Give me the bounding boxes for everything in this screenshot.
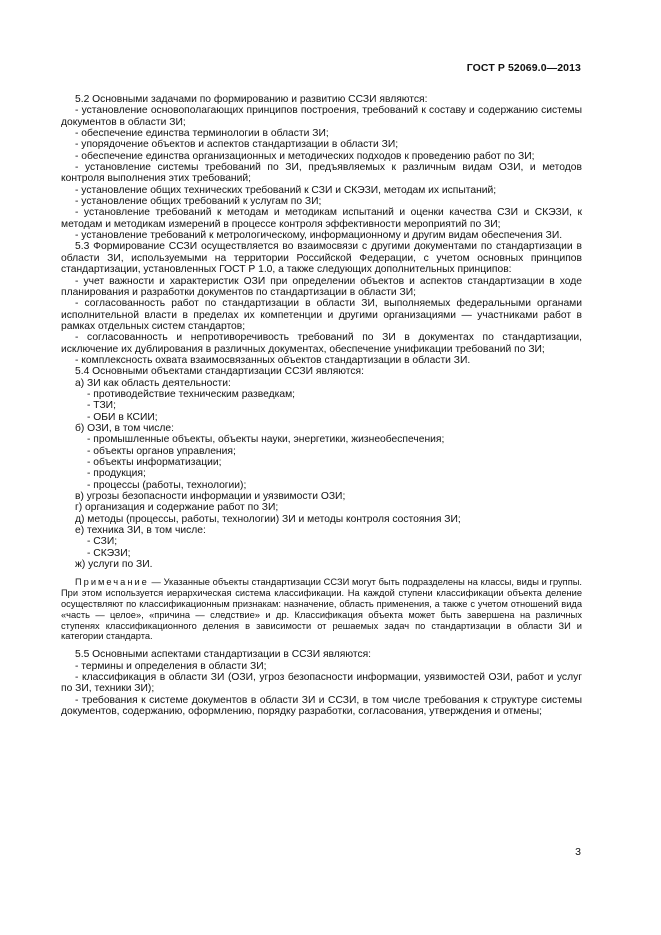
objects-sublist-item: - СЗИ; [87, 536, 118, 548]
section-5-2-heading: 5.2 Основными задачами по формированию и развитию ССЗИ являются: [75, 94, 428, 105]
objects-sublist-item: - объекты органов управления; [87, 445, 236, 457]
list-item: - установление требований к метрологическому, информационному и другим видам обеспечения ЗИ. [75, 230, 563, 242]
section-5-3-paragraph: 5.3 Формирование ССЗИ осуществляется во взаимосвязи с другими документами по стандартизации в области ЗИ, используемыми на территории Российской Федерации, с учетом основных принципов стандартизации, установленных ГОСТ Р 1.0, а также следующих дополнительных принципов: [61, 241, 582, 276]
objects-sublist-item: - СКЭЗИ; [87, 547, 131, 559]
list-item: - согласованность и непротиворечивость требований по ЗИ в документах по стандартизации, исключение их дублирования в различных документах, обеспечение унификации требований по ЗИ; [61, 332, 582, 355]
list-item: - обеспечение единства терминологии в области ЗИ; [75, 128, 329, 140]
objects-sublist-item: - ОБИ в КСИИ; [87, 411, 158, 423]
list-item: - установление системы требований по ЗИ, предъявляемых к различным видам ОЗИ, и методов контроля выполнения этих требований; [61, 162, 582, 185]
document-body [61, 94, 582, 717]
list-item: - учет важности и характеристик ОЗИ при определении объектов и аспектов стандартизации в ходе планирования и разработки документов по стандартизации в области ЗИ; [61, 275, 582, 298]
list-item: - установление требований к методам и методикам испытаний и оценки качества СЗИ и СКЭЗИ, к методам и методикам измерений в процессе контроля эффективности мероприятий по ЗИ; [61, 207, 582, 230]
document-id-header: ГОСТ Р 52069.0—2013 [466, 62, 581, 74]
objects-sublist-item: - процессы (работы, технологии); [87, 479, 247, 491]
objects-list-item: б) ОЗИ, в том числе: [75, 422, 174, 434]
section-5-5-heading: 5.5 Основными аспектами стандартизации в ССЗИ являются: [75, 649, 372, 661]
list-item: - обеспечение единства организационных и методических подходов к проведению работ по ЗИ; [75, 150, 535, 162]
objects-sublist-item: - ТЗИ; [87, 400, 116, 412]
objects-list-item: е) техника ЗИ, в том числе: [75, 525, 206, 537]
list-item: - упорядочение объектов и аспектов стандартизации в области ЗИ; [75, 139, 399, 151]
list-item: - установление общих требований к услугам по ЗИ; [75, 196, 322, 208]
objects-sublist-item: - противодействие техническим разведкам; [87, 388, 296, 400]
list-item: - комплексность охвата взаимосвязанных объектов стандартизации в области ЗИ. [75, 354, 471, 366]
objects-list-item: в) угрозы безопасности информации и уязвимости ОЗИ; [75, 491, 346, 503]
objects-sublist-item: - объекты информатизации; [87, 457, 222, 468]
list-item: - установление общих технических требований к СЗИ и СКЭЗИ, методам их испытаний; [75, 184, 497, 196]
list-item: - термины и определения в области ЗИ; [75, 660, 267, 672]
objects-sublist-item: - промышленные объекты, объекты науки, энергетики, жизнеобеспечения; [87, 434, 445, 446]
list-item: - требования к системе документов в области ЗИ и ССЗИ, в том числе требования к структуре системы документов, содержанию, оформлению, порядку разработки, согласования, утверждения и отмены; [61, 694, 582, 717]
note-label: Примечание [75, 577, 149, 588]
objects-list-item: г) организация и содержание работ по ЗИ; [75, 502, 279, 514]
section-5-4-heading: 5.4 Основными объектами стандартизации ССЗИ являются: [75, 366, 364, 378]
objects-list-item: д) методы (процессы, работы, технологии) ЗИ и методы контроля состояния ЗИ; [75, 513, 461, 525]
note-text: — Указанные объекты стандартизации ССЗИ могут быть подразделены на классы, виды и группы. При этом используется иерархическая система классификации. На каждой ступени классификации объекта деление осуществляют по классификационным признакам: назначение, область применения, а также с учетом отношений вида «часть — целое», «причина — следствие» и др. Классификация объекта может быть завершена на различных ступенях классификационного деления в зависимости от решаемых задач по стандартизации в области ЗИ и категории стандарта. [61, 577, 582, 642]
list-item: - классификация в области ЗИ (ОЗИ, угроз безопасности информации, уязвимостей ОЗИ, работ и услуг по ЗИ, техники ЗИ); [61, 671, 582, 695]
note-paragraph [61, 577, 582, 642]
page-number: 3 [575, 846, 581, 858]
list-item: - согласованность работ по стандартизации в области ЗИ, выполняемых федеральными органами исполнительной власти в пределах их компетенции и другими организациями — участниками работ в рамках отдельных систем стандартов; [61, 298, 582, 332]
list-item: - установление основополагающих принципов построения, требований к составу и содержанию системы документов в области ЗИ; [61, 105, 582, 128]
objects-sublist-item: - продукция; [87, 468, 146, 480]
objects-list-item: ж) услуги по ЗИ. [75, 559, 153, 571]
objects-list-item: а) ЗИ как область деятельности: [75, 377, 231, 389]
